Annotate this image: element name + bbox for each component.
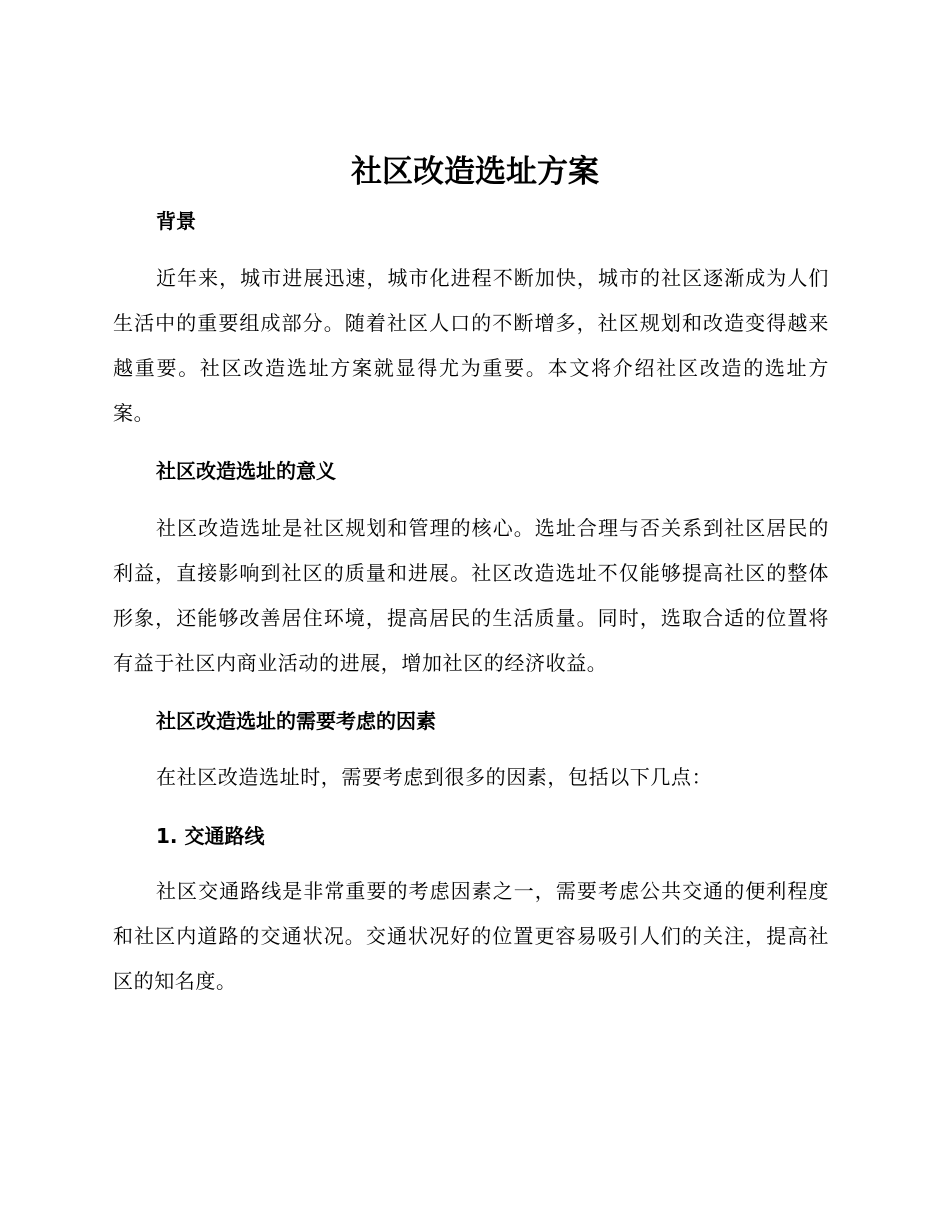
section-heading-transport: 1. 交通路线 [156, 824, 265, 848]
document-title: 社区改造选址方案 [351, 154, 599, 190]
section-paragraph-background: 近年来，城市进展迅速，城市化进程不断加快，城市的社区逐渐成为人们生活中的重要组成部分。随着社区人口的不断增多，社区规划和改造变得越来越重要。社区改造选址方案就显得尤为重要。本文将介绍社区改造的选址方案。 [113, 266, 829, 425]
section-paragraph-significance: 社区改造选址是社区规划和管理的核心。选址合理与否关系到社区居民的利益，直接影响到社区的质量和进展。社区改造选址不仅能够提高社区的整体形象，还能够改善居住环境，提高居民的生活质量。同时，选取合适的位置将有益于社区内商业活动的进展，增加社区的经济收益。 [113, 516, 829, 675]
section-heading-significance: 社区改造选址的意义 [156, 459, 336, 483]
section-paragraph-transport: 社区交通路线是非常重要的考虑因素之一，需要考虑公共交通的便利程度和社区内道路的交通状况。交通状况好的位置更容易吸引人们的关注，提高社区的知名度。 [113, 879, 829, 993]
section-heading-factors: 社区改造选址的需要考虑的因素 [156, 709, 436, 733]
section-heading-background: 背景 [156, 209, 196, 233]
section-paragraph-factors: 在社区改造选址时，需要考虑到很多的因素，包括以下几点： [156, 765, 713, 789]
